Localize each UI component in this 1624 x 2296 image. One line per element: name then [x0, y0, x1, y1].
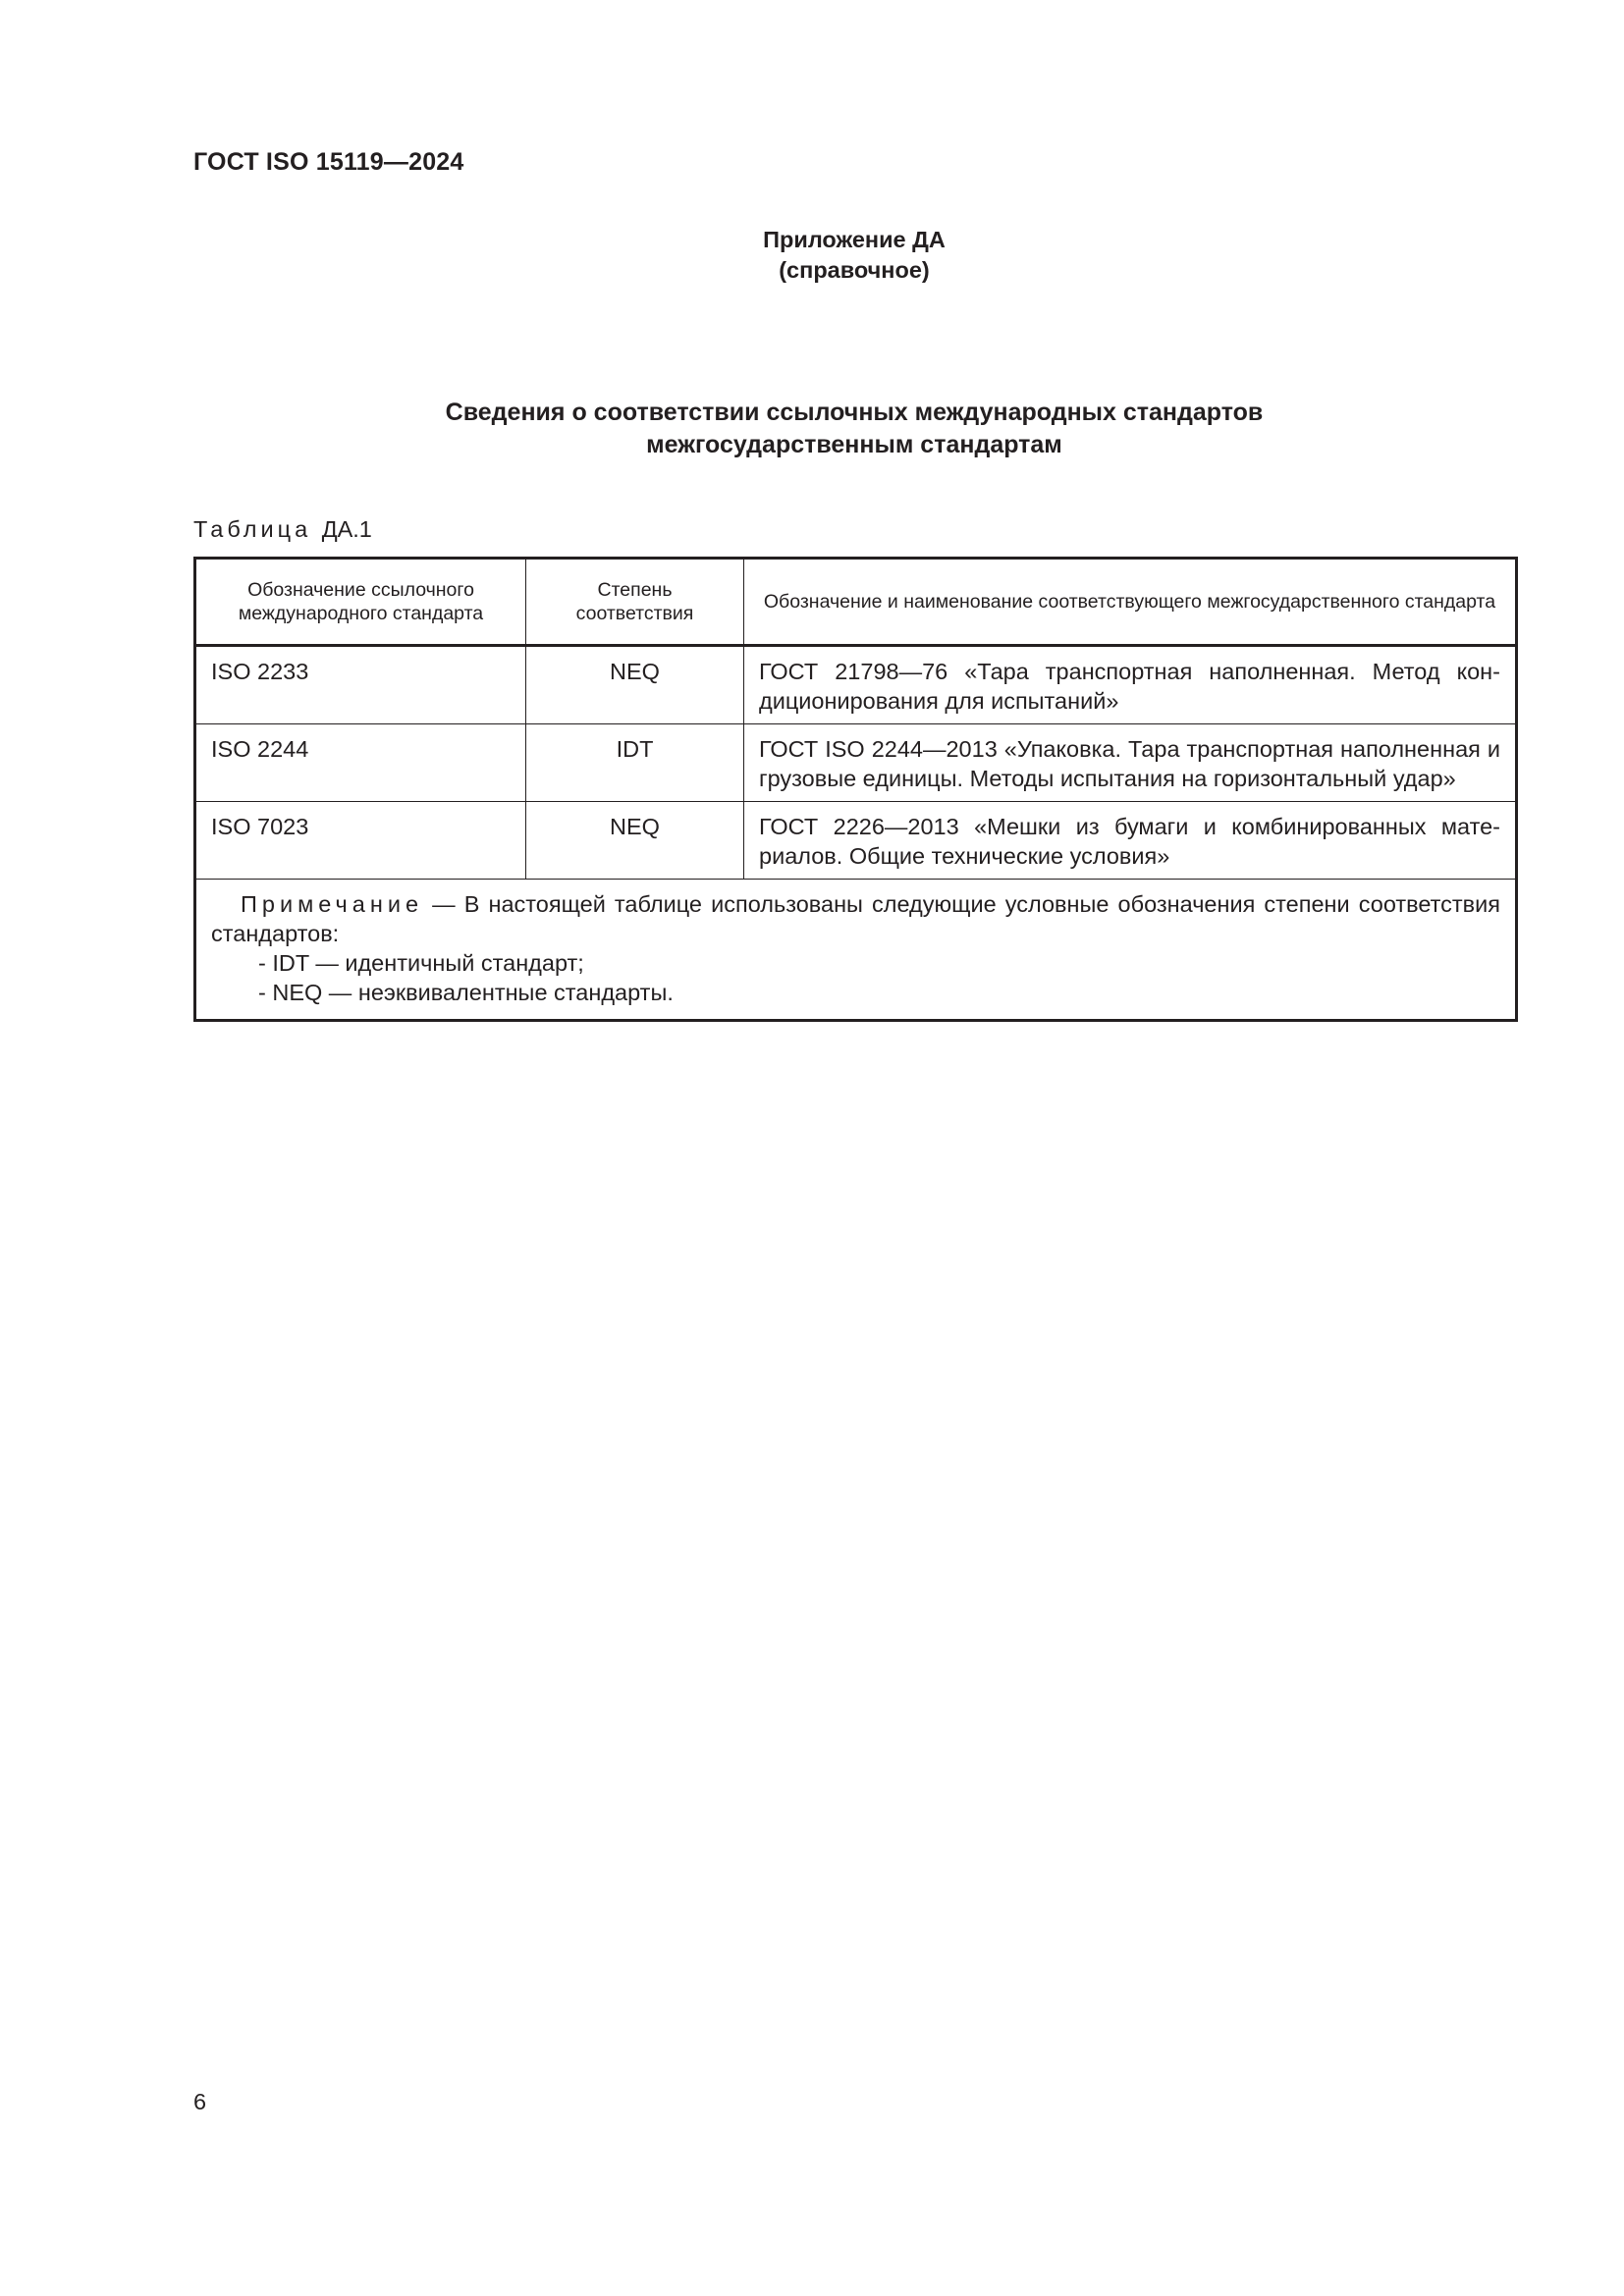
- cell-interstate-standard: ГОСТ 21798—76 «Тара транспортная наполненная. Метод кондиционирования для испытаний»: [744, 646, 1517, 724]
- appendix-title: Приложение ДА: [763, 227, 946, 252]
- table-note: [195, 880, 1517, 1021]
- section-title: [193, 397, 1515, 461]
- cell-international-standard: ISO 2244: [195, 724, 526, 802]
- cell-international-standard: ISO 2233: [195, 646, 526, 724]
- note-item-neq: - NEQ — неэквивалентные стандарты.: [258, 980, 674, 1005]
- cell-degree: NEQ: [526, 802, 744, 880]
- cell-interstate-standard: ГОСТ ISO 2244—2013 «Упаковка. Тара транспортная наполненная и грузовые единицы. Методы испытания на горизонтальный удар»: [744, 724, 1517, 802]
- note-text: [211, 889, 1500, 948]
- cell-interstate-standard: ГОСТ 2226—2013 «Мешки из бумаги и комбинированных материалов. Общие технические условия»: [744, 802, 1517, 880]
- cell-degree: NEQ: [526, 646, 744, 724]
- appendix-type: (справочное): [779, 257, 930, 283]
- table-note-row: [195, 880, 1517, 1021]
- table-header-row: [195, 559, 1517, 646]
- cell-degree: IDT: [526, 724, 744, 802]
- table-row: [195, 802, 1517, 880]
- note-item-idt: - IDT — идентичный стандарт;: [258, 950, 584, 976]
- standards-correspondence-table: [193, 557, 1518, 1022]
- document-code: ГОСТ ISO 15119—2024: [193, 148, 464, 176]
- table-caption: [193, 516, 372, 543]
- note-body: — В настоящей таблице использованы следующие условные обозначения степени соответствия стандартов:: [211, 891, 1500, 946]
- section-title-line-2: межгосударственным стандартам: [646, 431, 1062, 458]
- table-row: [195, 646, 1517, 724]
- appendix-heading: [193, 225, 1515, 286]
- page-number: 6: [193, 2089, 207, 2114]
- header-degree-of-correspondence: Степень соответствия: [526, 559, 744, 646]
- section-title-line-1: Сведения о соответствии ссылочных международных стандартов: [445, 399, 1264, 426]
- header-interstate-standard: Обозначение и наименование соответствующего межгосударственного стандарта: [744, 559, 1517, 646]
- note-label: Примечание: [241, 891, 424, 917]
- table-row: [195, 724, 1517, 802]
- table-caption-label: Таблица: [193, 516, 312, 542]
- cell-international-standard: ISO 7023: [195, 802, 526, 880]
- header-international-standard: Обозначение ссылочного международного стандарта: [195, 559, 526, 646]
- table-caption-number: ДА.1: [321, 516, 372, 542]
